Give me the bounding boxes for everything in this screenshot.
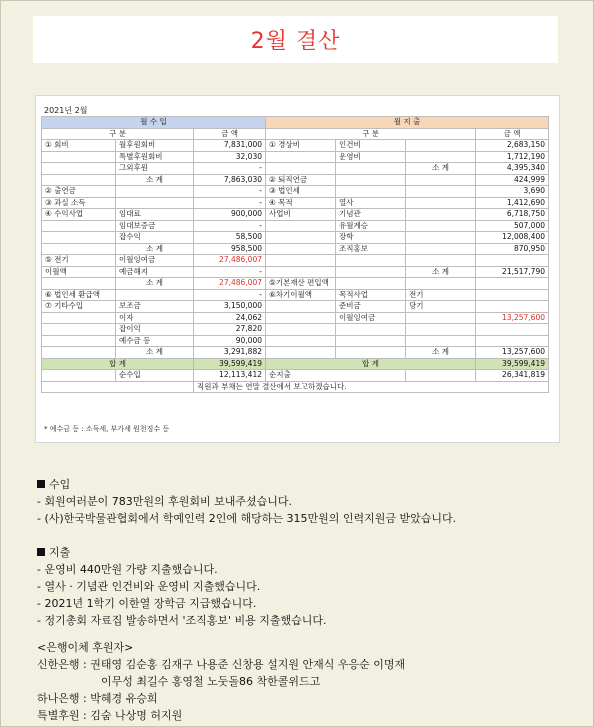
ledger-row: [42, 174, 549, 186]
ledger-cell: 3,291,882: [194, 347, 266, 359]
expense-line: - 운영비 440만원 가량 지출했습니다.: [37, 563, 218, 576]
ledger-net-row: [42, 370, 549, 382]
ledger-table: [41, 116, 549, 393]
ledger-cell: [406, 232, 476, 244]
ledger-cell: 잡이익: [116, 324, 194, 336]
ledger-cell: [406, 197, 476, 209]
expense-col-amount: 금 액: [476, 128, 549, 140]
square-bullet-icon: [37, 548, 45, 556]
ledger-cell: [116, 186, 194, 198]
expense-line: - 열사 · 기념관 인건비와 운영비 지출했습니다.: [37, 580, 261, 593]
ledger-cell: [42, 347, 116, 359]
ledger-cell: [42, 312, 116, 324]
ledger-cell: 예금해지: [116, 266, 194, 278]
ledger-cell: 507,000: [476, 220, 549, 232]
ledger-cell: 이월액: [42, 266, 116, 278]
income-section: [37, 476, 456, 527]
ledger-cell: 보조금: [116, 301, 194, 313]
ledger-cell: [42, 324, 116, 336]
ledger-cell: [406, 186, 476, 198]
ledger-cell: 이월잉여금: [336, 312, 406, 324]
ledger-cell: [266, 243, 336, 255]
ledger-cell: 이자: [116, 312, 194, 324]
ledger-row: [42, 278, 549, 290]
ledger-cell: 소 계: [116, 278, 194, 290]
ledger-cell: [266, 220, 336, 232]
income-col-gubun: 구 분: [42, 128, 194, 140]
ledger-cell: ④ 수익사업: [42, 209, 116, 221]
ledger-cell: [266, 266, 336, 278]
sponsor-line: 하나은행 : 박혜경 유승희: [37, 692, 158, 705]
ledger-cell: [42, 278, 116, 290]
ledger-cell: -: [194, 220, 266, 232]
ledger-cell: [476, 301, 549, 313]
ledger-row: [42, 197, 549, 209]
income-heading-line: [37, 476, 456, 493]
ledger-cell: ① 회비: [42, 140, 116, 152]
expense-col-gubun: 구 분: [266, 128, 476, 140]
ledger-cell: [406, 174, 476, 186]
ledger-cell: ⑤기본재산 편입액: [266, 278, 336, 290]
ledger-cell: 958,500: [194, 243, 266, 255]
ledger-cell: 소 계: [116, 174, 194, 186]
ledger-cell: [336, 335, 406, 347]
ledger-row: [42, 209, 549, 221]
net-expense-label: 순지출: [266, 370, 406, 382]
expense-total-value: 39,599,419: [476, 358, 549, 370]
ledger-row: [42, 347, 549, 359]
ledger-cell: [116, 289, 194, 301]
sponsor-line: 특별후원 : 김숨 나상명 허지원: [37, 709, 183, 722]
ledger-cell: [406, 140, 476, 152]
ledger-cell: [336, 324, 406, 336]
ledger-cell: 준비금: [336, 301, 406, 313]
ledger-cell: [42, 151, 116, 163]
ledger-cell: 13,257,600: [476, 347, 549, 359]
ledger-cell: [476, 289, 549, 301]
ledger-note-row: [42, 381, 549, 393]
ledger-cell: [42, 163, 116, 175]
ledger-cell: 1,412,690: [476, 197, 549, 209]
expense-line: - 2021년 1학기 이한열 장학금 지급했습니다.: [37, 597, 257, 610]
expense-section: [37, 544, 327, 629]
ledger-cell: 이월잉여금: [116, 255, 194, 267]
ledger-cell: 유월계승: [336, 220, 406, 232]
ledger-cell: ⑦ 기타수입: [42, 301, 116, 313]
ledger-cell: 1,712,190: [476, 151, 549, 163]
ledger-cell: 소 계: [406, 266, 476, 278]
ledger-cell: 58,500: [194, 232, 266, 244]
net-expense-value: 26,341,819: [476, 370, 549, 382]
ledger-cell: [406, 220, 476, 232]
ledger-cell: 900,000: [194, 209, 266, 221]
sponsor-heading: <은행이체 후원자>: [37, 641, 134, 654]
ledger-cell: [266, 232, 336, 244]
ledger-cell: [336, 186, 406, 198]
ledger-cell: [266, 255, 336, 267]
ledger-cell: [476, 255, 549, 267]
ledger-cell: 예수금 등: [116, 335, 194, 347]
ledger-cell: [266, 151, 336, 163]
ledger-cell: [336, 174, 406, 186]
ledger-cell: [476, 335, 549, 347]
ledger-cell: [476, 278, 549, 290]
income-total-value: 39,599,419: [194, 358, 266, 370]
ledger-cell: 그외후원: [116, 163, 194, 175]
ledger-cell: [42, 174, 116, 186]
ledger-cell: 월후원회비: [116, 140, 194, 152]
ledger-total-row: [42, 358, 549, 370]
income-line: - 회원여러분이 783만원의 후원회비 보내주셨습니다.: [37, 495, 292, 508]
income-total-label: 합 계: [42, 358, 194, 370]
ledger-row: [42, 243, 549, 255]
ledger-cell: [336, 163, 406, 175]
ledger-row: [42, 163, 549, 175]
ledger-cell: [336, 255, 406, 267]
ledger-row: [42, 312, 549, 324]
ledger-cell: [266, 301, 336, 313]
ledger-row: [42, 255, 549, 267]
ledger-sheet: [35, 95, 560, 443]
income-header: 월 수 입: [42, 117, 266, 129]
ledger-cell: 운영비: [336, 151, 406, 163]
expense-heading: 지출: [49, 546, 71, 559]
ledger-cell: [42, 335, 116, 347]
ledger-cell: 2,683,150: [476, 140, 549, 152]
title-banner: [33, 16, 558, 63]
ledger-row: [42, 324, 549, 336]
ledger-cell: [336, 278, 406, 290]
ledger-cell: [266, 163, 336, 175]
ledger-row: [42, 335, 549, 347]
ledger-cell: [406, 324, 476, 336]
ledger-cell: 27,820: [194, 324, 266, 336]
ledger-row: [42, 140, 549, 152]
ledger-cell: 열사: [336, 197, 406, 209]
ledger-cell: 사업비: [266, 209, 336, 221]
net-income-value: 12,113,412: [194, 370, 266, 382]
ledger-cell: ① 경상비: [266, 140, 336, 152]
ledger-cell: 6,718,750: [476, 209, 549, 221]
sheet-caption: 2021년 2월: [44, 106, 88, 115]
ledger-cell: 90,000: [194, 335, 266, 347]
ledger-cell: [406, 243, 476, 255]
ledger-cell: 임대료: [116, 209, 194, 221]
ledger-cell: [266, 347, 336, 359]
square-bullet-icon: [37, 480, 45, 488]
ledger-cell: 임대보증금: [116, 220, 194, 232]
ledger-cell: [406, 209, 476, 221]
expense-line: - 정기총회 자료집 발송하면서 '조직홍보' 비용 지출했습니다.: [37, 614, 327, 627]
ledger-cell: ② 출연금: [42, 186, 116, 198]
ledger-cell: [42, 232, 116, 244]
ledger-row: [42, 232, 549, 244]
expense-header: 월 지 출: [266, 117, 549, 129]
ledger-cell: ④ 목적: [266, 197, 336, 209]
ledger-cell: [266, 324, 336, 336]
income-col-amount: 금 액: [194, 128, 266, 140]
sponsor-section: [37, 639, 405, 724]
ledger-cell: 3,690: [476, 186, 549, 198]
ledger-cell: 잡수익: [116, 232, 194, 244]
ledger-cell: 24,062: [194, 312, 266, 324]
ledger-cell: [336, 266, 406, 278]
ledger-cell: ③ 법인세: [266, 186, 336, 198]
ledger-cell: [42, 243, 116, 255]
ledger-row: [42, 301, 549, 313]
ledger-cell: 3,150,000: [194, 301, 266, 313]
ledger-cell: 13,257,600: [476, 312, 549, 324]
ledger-cell: [406, 278, 476, 290]
ledger-cell: 소 계: [406, 163, 476, 175]
ledger-row: [42, 220, 549, 232]
ledger-cell: 인건비: [336, 140, 406, 152]
ledger-cell: 목적사업: [336, 289, 406, 301]
ledger-cell: 소 계: [116, 347, 194, 359]
ledger-cell: 21,517,790: [476, 266, 549, 278]
ledger-cell: -: [194, 289, 266, 301]
ledger-cell: ③ 과실 소득: [42, 197, 116, 209]
ledger-cell: 장학: [336, 232, 406, 244]
ledger-cell: 27,486,007: [194, 255, 266, 267]
page-title: 2월 결산: [250, 29, 341, 54]
ledger-cell: 기념관: [336, 209, 406, 221]
ledger-cell: [42, 220, 116, 232]
ledger-cell: [266, 312, 336, 324]
ledger-cell: ② 퇴직연금: [266, 174, 336, 186]
ledger-cell: 424,999: [476, 174, 549, 186]
ledger-cell: ⑤ 전기: [42, 255, 116, 267]
ledger-cell: 당기: [406, 301, 476, 313]
ledger-cell: 32,030: [194, 151, 266, 163]
ledger-cell: ⑥ 법인세 환급액: [42, 289, 116, 301]
ledger-cell: ⑥차기이월액: [266, 289, 336, 301]
income-line: - (사)한국박물관협회에서 학예인력 2인에 해당하는 315만원의 인력지원금 받았습니다.: [37, 512, 457, 525]
ledger-cell: [406, 312, 476, 324]
ledger-cell: 소 계: [406, 347, 476, 359]
reserve-note: 직원과 부채는 연말 결산에서 보고하겠습니다.: [194, 381, 549, 393]
ledger-cell: 870,950: [476, 243, 549, 255]
ledger-row: [42, 266, 549, 278]
expense-total-label: 합 계: [266, 358, 476, 370]
ledger-cell: [406, 335, 476, 347]
ledger-header-row: [42, 117, 549, 129]
ledger-cell: 7,831,000: [194, 140, 266, 152]
ledger-cell: [116, 197, 194, 209]
ledger-cell: 소 계: [116, 243, 194, 255]
footnote: * 예수금 등 : 소득세, 부가세 원천징수 등: [44, 425, 170, 433]
ledger-column-row: [42, 128, 549, 140]
ledger-cell: -: [194, 266, 266, 278]
ledger-cell: 특별후원회비: [116, 151, 194, 163]
ledger-cell: -: [194, 186, 266, 198]
sponsor-line: 이무성 최길수 홍영철 노둣돌86 착한콜위드고: [101, 675, 321, 688]
ledger-cell: [266, 335, 336, 347]
ledger-cell: 4,395,340: [476, 163, 549, 175]
ledger-row: [42, 289, 549, 301]
expense-heading-line: [37, 544, 327, 561]
ledger-cell: 27,486,007: [194, 278, 266, 290]
ledger-cell: -: [194, 163, 266, 175]
ledger-row: [42, 151, 549, 163]
ledger-cell: [406, 151, 476, 163]
income-heading: 수입: [49, 478, 71, 491]
ledger-row: [42, 186, 549, 198]
ledger-cell: [406, 255, 476, 267]
sponsor-line: 신한은행 : 권태영 김순홍 김재구 나용준 신창용 설지원 안재식 우응순 이명재: [37, 658, 406, 671]
ledger-cell: -: [194, 197, 266, 209]
ledger-cell: 7,863,030: [194, 174, 266, 186]
ledger-cell: 조직홍보: [336, 243, 406, 255]
ledger-cell: [336, 347, 406, 359]
ledger-cell: 전기: [406, 289, 476, 301]
ledger-cell: 12,008,400: [476, 232, 549, 244]
net-income-label: 순수입: [116, 370, 194, 382]
ledger-cell: [476, 324, 549, 336]
